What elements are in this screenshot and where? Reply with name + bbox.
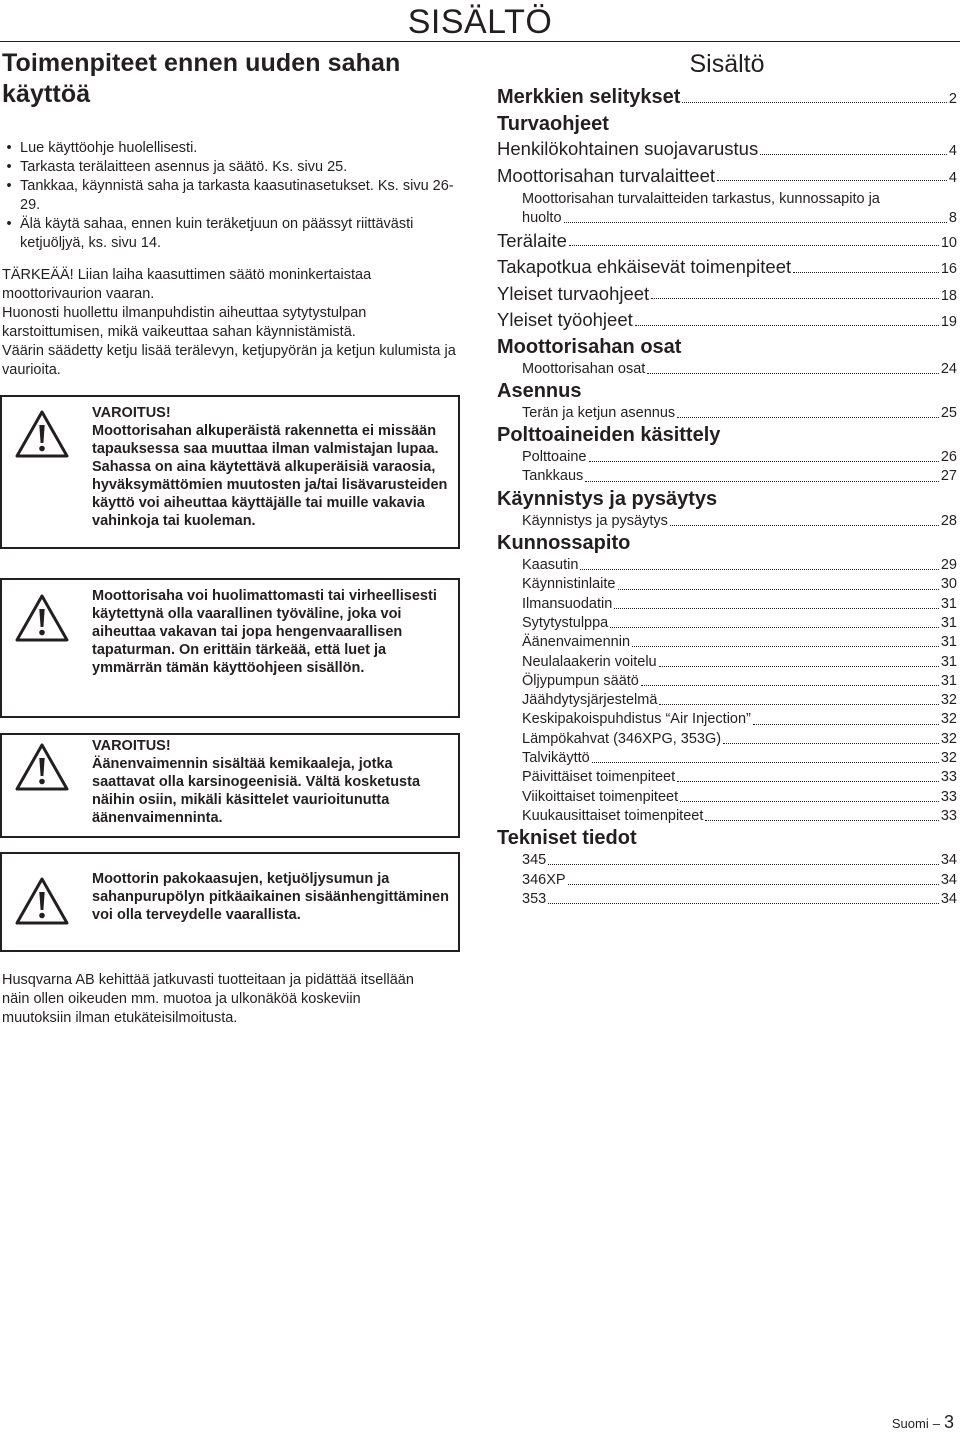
toc-entry-page: 8 bbox=[948, 210, 957, 227]
toc-dot-leader bbox=[610, 627, 939, 628]
toc-dot-leader bbox=[682, 102, 946, 103]
toc-section-heading: Polttoaineiden käsittely bbox=[497, 424, 721, 447]
toc-entry[interactable] bbox=[497, 768, 957, 787]
toc-entry-label: Henkilökohtainen suojavarustus bbox=[497, 138, 759, 159]
toc-entry-label: Merkkien selitykset bbox=[497, 86, 681, 108]
toc-entry-page: 4 bbox=[948, 169, 957, 186]
toc-entry[interactable] bbox=[497, 282, 957, 309]
section-title-line1: Toimenpiteet ennen uuden sahan bbox=[2, 49, 401, 77]
checklist bbox=[2, 139, 464, 253]
toc-entry-page: 31 bbox=[940, 672, 957, 689]
toc-entry-page: 31 bbox=[940, 595, 957, 612]
toc-entry-page: 34 bbox=[940, 890, 957, 907]
toc-entry-page: 27 bbox=[940, 468, 957, 485]
toc-dot-leader bbox=[580, 569, 938, 570]
toc-dot-leader bbox=[641, 685, 939, 686]
toc-entry[interactable] bbox=[497, 595, 957, 614]
toc-entry-label: Päivittäiset toimenpiteet bbox=[522, 769, 676, 786]
toc-entry[interactable] bbox=[497, 209, 957, 228]
toc-entry[interactable] bbox=[497, 85, 957, 112]
toc-section-heading: Käynnistys ja pysäytys bbox=[497, 487, 718, 510]
toc-entry-page: 31 bbox=[940, 634, 957, 651]
toc-dot-leader bbox=[717, 180, 947, 181]
toc-entry-label: Viikoittaiset toimenpiteet bbox=[522, 788, 679, 805]
toc-entry-page: 24 bbox=[940, 360, 957, 377]
toc-entry[interactable] bbox=[497, 730, 957, 749]
page-footer bbox=[892, 1413, 954, 1433]
toc-entry-page: 30 bbox=[940, 576, 957, 593]
checklist-item bbox=[2, 139, 464, 158]
toc-entry-label: Terälaite bbox=[497, 229, 567, 251]
toc-dot-leader bbox=[569, 245, 939, 246]
section-title-line2: käyttöä bbox=[2, 80, 91, 108]
warning-text bbox=[92, 580, 458, 677]
toc-entry-page: 26 bbox=[940, 449, 957, 466]
toc-entry-page: 33 bbox=[940, 807, 957, 824]
toc-dot-leader bbox=[647, 373, 939, 374]
checklist-item bbox=[2, 158, 464, 177]
bullet-icon: • bbox=[6, 159, 12, 175]
toc-entry-page: 28 bbox=[940, 512, 957, 529]
toc-dot-leader bbox=[632, 646, 939, 647]
toc-entry-page: 16 bbox=[940, 261, 957, 278]
warning-text bbox=[92, 854, 458, 924]
toc-entry-label: Moottorisahan osat bbox=[522, 360, 646, 377]
checklist-item-text: Tankkaa, käynnistä saha ja tarkasta kaasutinasetukset. Ks. sivu 26-29. bbox=[20, 178, 454, 213]
toc-title: Sisältö bbox=[689, 50, 765, 78]
warning-triangle-icon bbox=[14, 876, 70, 926]
toc-entry-label: Jäähdytysjärjestelmä bbox=[522, 692, 658, 709]
toc-entry-label: Neulalaakerin voitelu bbox=[522, 653, 657, 670]
page-header-title: SISÄLTÖ bbox=[407, 3, 553, 41]
page-number: 3 bbox=[943, 1412, 954, 1432]
toc-dot-leader bbox=[585, 481, 939, 482]
toc-entry-page: 34 bbox=[940, 852, 957, 869]
toc-entry-page: 2 bbox=[948, 91, 957, 107]
important-text: Liian laiha kaasuttimen säätö moninkertaistaa moottorivaurion vaaran. bbox=[2, 267, 372, 302]
header-rule bbox=[0, 41, 960, 42]
toc-entry[interactable] bbox=[497, 691, 957, 710]
checklist-item bbox=[2, 177, 464, 215]
toc-entry-page: 32 bbox=[940, 692, 957, 709]
warning-label: VAROITUS! bbox=[92, 405, 171, 421]
toc-entry[interactable] bbox=[497, 467, 957, 486]
toc-entry[interactable] bbox=[497, 255, 957, 282]
toc-entry[interactable] bbox=[497, 556, 957, 575]
warning-box bbox=[0, 395, 460, 549]
warning-body: Äänenvaimennin sisältää kemikaaleja, jotka saattavat olla karsinogeenisiä. Vältä kosketusta näihin osiin, mikäli käsittelet vaurioitunutta äänenvaimenninta. bbox=[92, 756, 421, 826]
section-title bbox=[2, 48, 464, 110]
checklist-item bbox=[2, 215, 464, 253]
bullet-icon: • bbox=[6, 140, 12, 156]
air-filter-note: Huonosti huollettu ilmanpuhdistin aiheuttaa sytytystulpan karstoittumisen, mikä vaikeuttaa sahan käynnistämistä. bbox=[2, 305, 367, 340]
warning-text bbox=[92, 735, 458, 827]
toc-entry-label: huolto bbox=[522, 210, 562, 227]
chain-adjust-note: Väärin säädetty ketju lisää terälevyn, ketjupyörän ja ketjun kulumista ja vaurioita. bbox=[2, 343, 456, 378]
toc-entry-label: Moottorisahan turvalaitteet bbox=[497, 164, 716, 186]
toc-dot-leader bbox=[589, 461, 939, 462]
checklist-item-text: Lue käyttöohje huolellisesti. bbox=[20, 140, 198, 156]
toc-entry[interactable] bbox=[497, 871, 957, 890]
important-label: TÄRKEÄÄ! bbox=[2, 267, 74, 283]
toc-list bbox=[497, 85, 957, 909]
toc-entry-page: 31 bbox=[940, 653, 957, 670]
toc-section-heading: Moottorisahan osat bbox=[497, 335, 682, 358]
toc-entry-page: 34 bbox=[940, 871, 957, 888]
toc-entry-page: 33 bbox=[940, 769, 957, 786]
toc-entry[interactable] bbox=[497, 788, 957, 807]
footer-language: Suomi bbox=[891, 1416, 929, 1431]
warning-text bbox=[92, 397, 458, 530]
toc-entry-label: Kuukausittaiset toimenpiteet bbox=[522, 807, 704, 824]
toc-entry[interactable] bbox=[497, 404, 957, 423]
warning-body: Moottorisahan alkuperäistä rakennetta ei missään tapauksessa saa muuttaa ilman valmistajan lupaa. Sahassa on aina käytettävä alkuperäisiä varaosia, hyväksymättömien muutosten ja/tai lisävarusteiden käyttö voi aiheuttaa käyttäjälle tai muille vakavia vahinkoja tai kuoleman. bbox=[92, 423, 448, 529]
toc-dot-leader bbox=[548, 903, 939, 904]
toc-dot-leader bbox=[680, 801, 939, 802]
toc-dot-leader bbox=[753, 724, 939, 725]
bullet-icon: • bbox=[6, 216, 12, 232]
toc-entry-label: Polttoaine bbox=[522, 449, 587, 466]
toc-entry[interactable] bbox=[497, 672, 957, 691]
toc-entry-page: 32 bbox=[940, 750, 957, 767]
checklist-item-text: Tarkasta terälaitteen asennus ja säätö. Ks. sivu 25. bbox=[20, 159, 348, 175]
toc-dot-leader bbox=[760, 154, 947, 155]
toc-entry-label: Äänenvaimennin bbox=[522, 634, 631, 651]
bullet-icon: • bbox=[6, 178, 12, 194]
toc-dot-leader bbox=[793, 272, 939, 273]
warning-box bbox=[0, 733, 460, 838]
toc-entry[interactable] bbox=[497, 448, 957, 467]
toc-entry-page: 10 bbox=[940, 234, 957, 251]
toc-entry-label: Takapotkua ehkäisevät toimenpiteet bbox=[497, 256, 792, 278]
warning-triangle-icon bbox=[14, 593, 70, 643]
warning-triangle-icon bbox=[14, 742, 70, 792]
toc-entry[interactable] bbox=[497, 710, 957, 729]
toc-dot-leader bbox=[651, 298, 939, 299]
toc-dot-leader bbox=[659, 666, 939, 667]
toc-entry-label: Kaasutin bbox=[522, 557, 579, 574]
toc-entry-label: Yleiset työohjeet bbox=[497, 309, 633, 331]
warning-triangle-icon bbox=[14, 409, 70, 459]
toc-entry[interactable] bbox=[497, 749, 957, 768]
toc-dot-leader bbox=[548, 864, 939, 865]
toc-dot-leader bbox=[659, 704, 938, 705]
toc-dot-leader bbox=[568, 884, 939, 885]
warning-body: Moottorisaha voi huolimattomasti tai virheellisesti käytettynä olla vaarallinen työväline, joka voi aiheuttaa vakavan tai jopa hengenvaarallisen tapaturman. On erittäin tärkeää, että luet ja ymmärrän tämän käyttöohjeen sisällön. bbox=[92, 588, 437, 676]
toc-entry[interactable] bbox=[497, 653, 957, 672]
toc-entry-label: 345 bbox=[522, 852, 547, 869]
toc-entry-page: 29 bbox=[940, 557, 957, 574]
toc-entry-label: Lämpökahvat (346XPG, 353G) bbox=[522, 730, 722, 747]
toc-entry[interactable] bbox=[497, 137, 957, 164]
toc-entry-page: 19 bbox=[940, 314, 957, 331]
table-of-contents bbox=[497, 48, 957, 909]
toc-dot-leader bbox=[564, 222, 947, 223]
toc-entry-page: 32 bbox=[940, 711, 957, 728]
toc-entry-label: Talvikäyttö bbox=[522, 750, 590, 767]
toc-entry[interactable] bbox=[497, 633, 957, 652]
toc-dot-leader bbox=[592, 762, 939, 763]
toc-entry-label: Öljypumpun säätö bbox=[522, 672, 639, 689]
toc-entry[interactable] bbox=[497, 360, 957, 379]
warning-box bbox=[0, 578, 460, 718]
toc-entry-label: Tankkaus bbox=[522, 468, 584, 485]
toc-entry[interactable] bbox=[497, 229, 957, 256]
toc-section-heading: Asennus bbox=[497, 379, 582, 402]
toc-entry[interactable] bbox=[497, 512, 957, 531]
toc-entry-page: 4 bbox=[948, 143, 957, 159]
toc-entry-label: Käynnistinlaite bbox=[522, 576, 616, 593]
toc-entry[interactable] bbox=[497, 890, 957, 909]
toc-entry[interactable] bbox=[497, 308, 957, 335]
toc-dot-leader bbox=[635, 325, 939, 326]
toc-section-heading: Turvaohjeet bbox=[497, 113, 609, 135]
toc-entry-page: 31 bbox=[940, 614, 957, 631]
toc-entry[interactable] bbox=[497, 575, 957, 594]
toc-entry-label: 346XP bbox=[522, 871, 566, 888]
toc-entry-page: 25 bbox=[940, 404, 957, 421]
important-note bbox=[2, 266, 464, 304]
toc-entry[interactable] bbox=[497, 164, 957, 191]
toc-dot-leader bbox=[618, 589, 939, 590]
footer-separator: – bbox=[932, 1416, 940, 1431]
warning-label: VAROITUS! bbox=[92, 738, 171, 754]
checklist-item-text: Älä käytä sahaa, ennen kuin teräketjuun on päässyt riittävästi ketjuöljyä, ks. sivu 14. bbox=[20, 216, 414, 251]
toc-entry-label: Ilmansuodatin bbox=[522, 595, 613, 612]
toc-dot-leader bbox=[723, 743, 939, 744]
toc-section-heading: Tekniset tiedot bbox=[497, 827, 637, 850]
toc-entry-page: 33 bbox=[940, 788, 957, 805]
toc-entry-label: Terän ja ketjun asennus bbox=[522, 404, 676, 421]
toc-dot-leader bbox=[705, 820, 939, 821]
toc-entry-label: 353 bbox=[522, 890, 547, 907]
toc-entry-label-line1: Moottorisahan turvalaitteiden tarkastus, kunnossapito ja bbox=[522, 191, 880, 207]
toc-entry-page: 18 bbox=[940, 287, 957, 304]
toc-entry[interactable] bbox=[497, 614, 957, 633]
toc-dot-leader bbox=[670, 525, 939, 526]
warning-body: Moottorin pakokaasujen, ketjuöljysumun ja sahanpurupölyn pitkäaikainen sisäänhengittäminen voi olla terveydelle vaarallista. bbox=[92, 871, 449, 923]
toc-dot-leader bbox=[614, 608, 939, 609]
toc-entry[interactable] bbox=[497, 807, 957, 826]
toc-entry-label: Sytytystulppa bbox=[522, 614, 609, 631]
toc-entry-page: 32 bbox=[940, 730, 957, 747]
toc-section-heading: Kunnossapito bbox=[497, 532, 631, 555]
toc-entry-label: Keskipakoispuhdistus “Air Injection” bbox=[522, 711, 751, 728]
toc-dot-leader bbox=[677, 781, 939, 782]
toc-entry[interactable] bbox=[497, 851, 957, 870]
left-column bbox=[2, 48, 464, 380]
manufacturer-disclaimer: Husqvarna AB kehittää jatkuvasti tuotteitaan ja pidättää itsellään näin ollen oikeuden mm. muotoa ja ulkonäköä koskeviin muutoksiin ilman etukäteisilmoitusta. bbox=[2, 972, 414, 1026]
toc-dot-leader bbox=[677, 417, 939, 418]
toc-entry-label: Käynnistys ja pysäytys bbox=[522, 512, 668, 529]
toc-entry-label: Yleiset turvaohjeet bbox=[497, 282, 650, 304]
warning-box bbox=[0, 852, 460, 952]
